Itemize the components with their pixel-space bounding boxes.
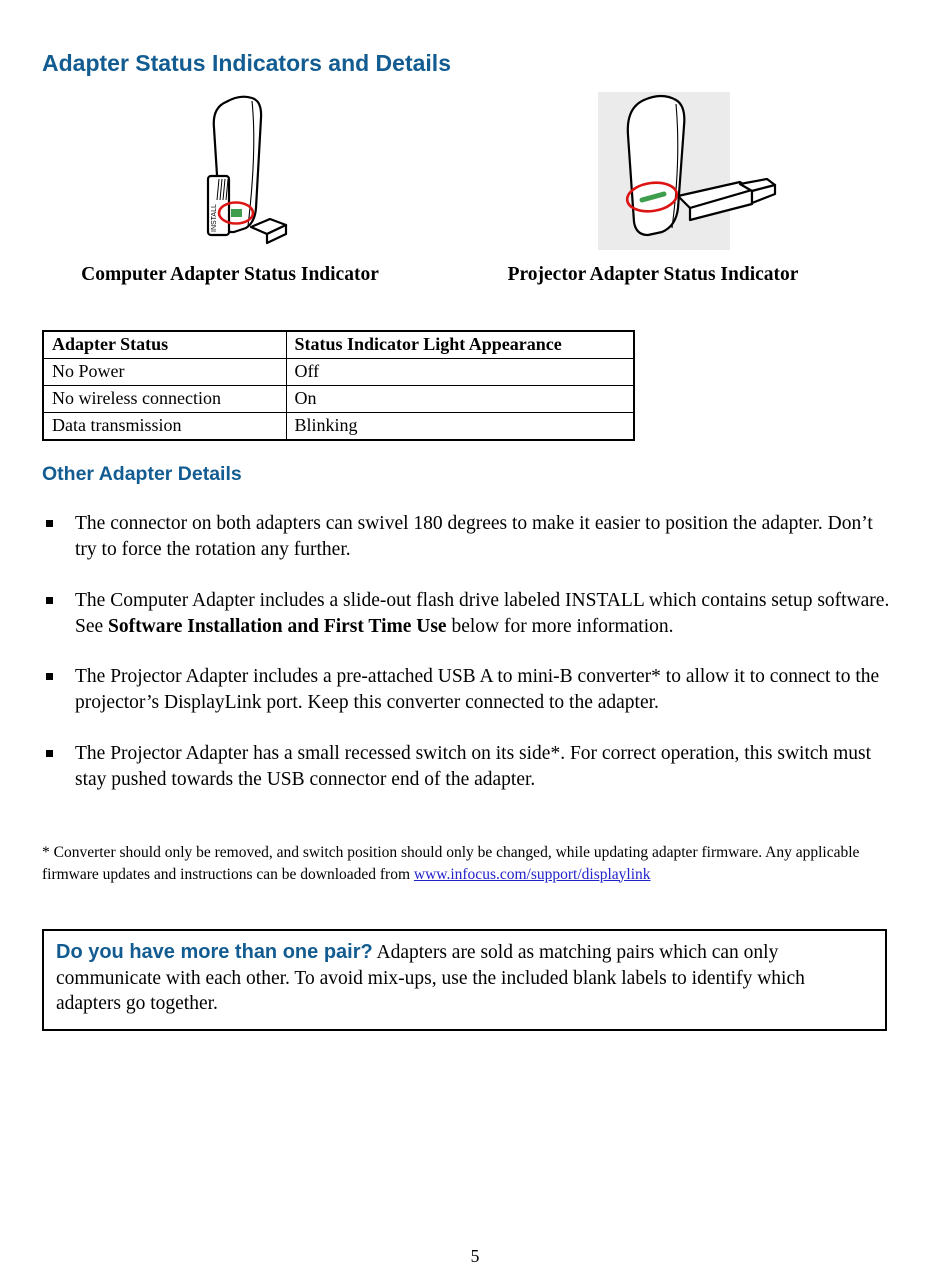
- column-header: Status Indicator Light Appearance: [286, 331, 634, 359]
- callout-box: [42, 929, 887, 1031]
- list-item: [46, 588, 892, 640]
- footnote-text: * Converter should only be removed, and switch position should only be changed, while updating adapter firmware. Any applicable firmware updates and instructions can be downloaded from: [42, 844, 860, 883]
- bullet-square-icon: [46, 520, 53, 527]
- table-row: [43, 413, 634, 441]
- page-number: 5: [470, 1246, 480, 1266]
- table-row: [43, 386, 634, 413]
- bullet-text: The connector on both adapters can swivel 180 degrees to make it easier to position the adapter. Don’t try to force the rotation any further.: [75, 513, 873, 560]
- table-cell: On: [286, 386, 634, 413]
- table-cell: No Power: [43, 359, 286, 386]
- callout-heading: Do you have more than one pair?: [56, 941, 373, 963]
- projector-adapter-figure: [592, 90, 792, 257]
- table-cell: Blinking: [286, 413, 634, 441]
- status-indicator-table: [42, 330, 635, 441]
- bullet-text: The Projector Adapter has a small recessed switch on its side*. For correct operation, this switch must stay pushed towards the USB connector end of the adapter.: [75, 742, 872, 790]
- table-header-row: [43, 331, 634, 359]
- bullet-text: The Projector Adapter includes a pre-attached USB A to mini-B converter* to allow it to connect to the projector’s DisplayLink port. Keep this converter connected to the adapter.: [75, 666, 880, 713]
- bullet-square-icon: [46, 597, 53, 604]
- list-item: [46, 664, 892, 716]
- footnote: [42, 842, 894, 885]
- computer-adapter-figure: [196, 90, 296, 260]
- column-header: Adapter Status: [43, 331, 286, 359]
- table-cell: No wireless connection: [43, 386, 286, 413]
- support-link[interactable]: www.infocus.com/support/displaylink: [413, 865, 651, 883]
- callout-body: Adapters are sold as matching pairs which can only communicate with each other. To avoid mix-ups, use the included blank labels to identify which adapters go together.: [56, 942, 805, 1014]
- list-item: [46, 511, 892, 563]
- computer-adapter-illustration: [196, 90, 296, 255]
- details-bullet-list: [46, 511, 892, 817]
- table-cell: Off: [286, 359, 634, 386]
- computer-adapter-caption: Computer Adapter Status Indicator: [81, 264, 379, 285]
- list-item: [46, 741, 892, 793]
- projector-adapter-illustration: [592, 90, 792, 252]
- section-heading-other-adapter-details: Other Adapter Details: [42, 463, 242, 485]
- projector-adapter-caption: Projector Adapter Status Indicator: [507, 264, 799, 285]
- page-title: Adapter Status Indicators and Details: [42, 50, 451, 76]
- bullet-square-icon: [46, 673, 53, 680]
- computer-status-light: [231, 209, 242, 217]
- table-row: [43, 359, 634, 386]
- bullet-square-icon: [46, 750, 53, 757]
- table-cell: Data transmission: [43, 413, 286, 441]
- bullet-text: The Computer Adapter includes a slide-out flash drive labeled INSTALL which contains setup software. See Software Installation and First Time Use below for more information.: [75, 589, 890, 637]
- install-label: INSTALL: [211, 204, 218, 232]
